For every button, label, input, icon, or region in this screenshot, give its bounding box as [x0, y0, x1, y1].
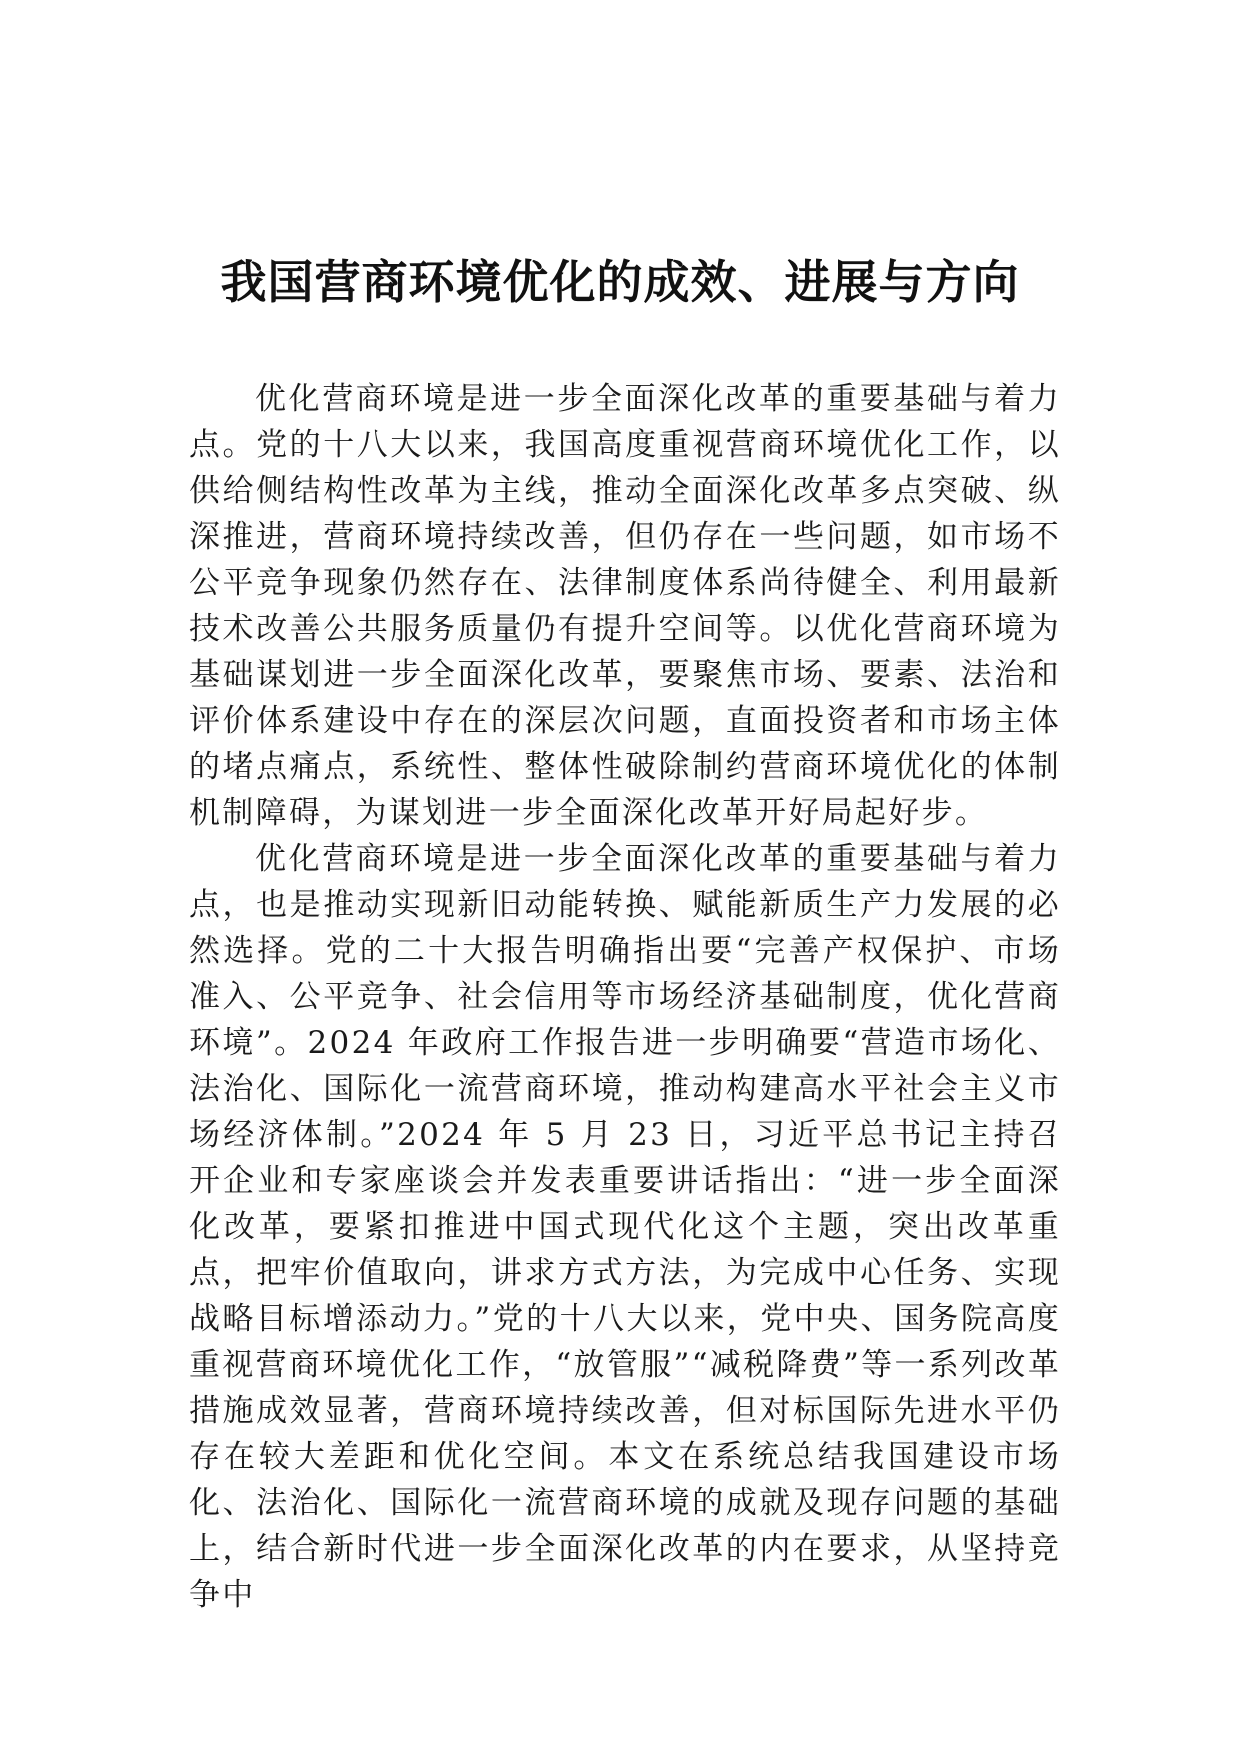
document-body	[189, 376, 1061, 1618]
document-title: 我国营商环境优化的成效、进展与方向	[220, 255, 1020, 309]
paragraph-2: 优化营商环境是进一步全面深化改革的重要基础与着力点，也是推动实现新旧动能转换、赋能新质生产力发展的必然选择。党的二十大报告明确指出要“完善产权保护、市场准入、公平竞争、社会信用等市场经济基础制度，优化营商环境”。2024 年政府工作报告进一步明确要“营造市场化、法治化、国际化一流营商环境，推动构建高水平社会主义市场经济体制。”2024 年 5 月 23 日，习近平总书记主持召开企业和专家座谈会并发表重要讲话指出：“进一步全面深化改革，要紧扣推进中国式现代化这个主题，突出改革重点，把牢价值取向，讲求方式方法，为完成中心任务、实现战略目标增添动力。”党的十八大以来，党中央、国务院高度重视营商环境优化工作，“放管服”“减税降费”等一系列改革措施成效显著，营商环境持续改善，但对标国际先进水平仍存在较大差距和优化空间。本文在系统总结我国建设市场化、法治化、国际化一流营商环境的成就及现存问题的基础上，结合新时代进一步全面深化改革的内在要求，从坚持竞争中	[189, 841, 1061, 1613]
paragraph-1: 优化营商环境是进一步全面深化改革的重要基础与着力点。党的十八大以来，我国高度重视营商环境优化工作，以供给侧结构性改革为主线，推动全面深化改革多点突破、纵深推进，营商环境持续改善，但仍存在一些问题，如市场不公平竞争现象仍然存在、法律制度体系尚待健全、利用最新技术改善公共服务质量仍有提升空间等。以优化营商环境为基础谋划进一步全面深化改革，要聚焦市场、要素、法治和评价体系建设中存在的深层次问题，直面投资者和市场主体的堵点痛点，系统性、整体性破除制约营商环境优化的体制机制障碍，为谋划进一步全面深化改革开好局起好步。	[189, 381, 1061, 831]
